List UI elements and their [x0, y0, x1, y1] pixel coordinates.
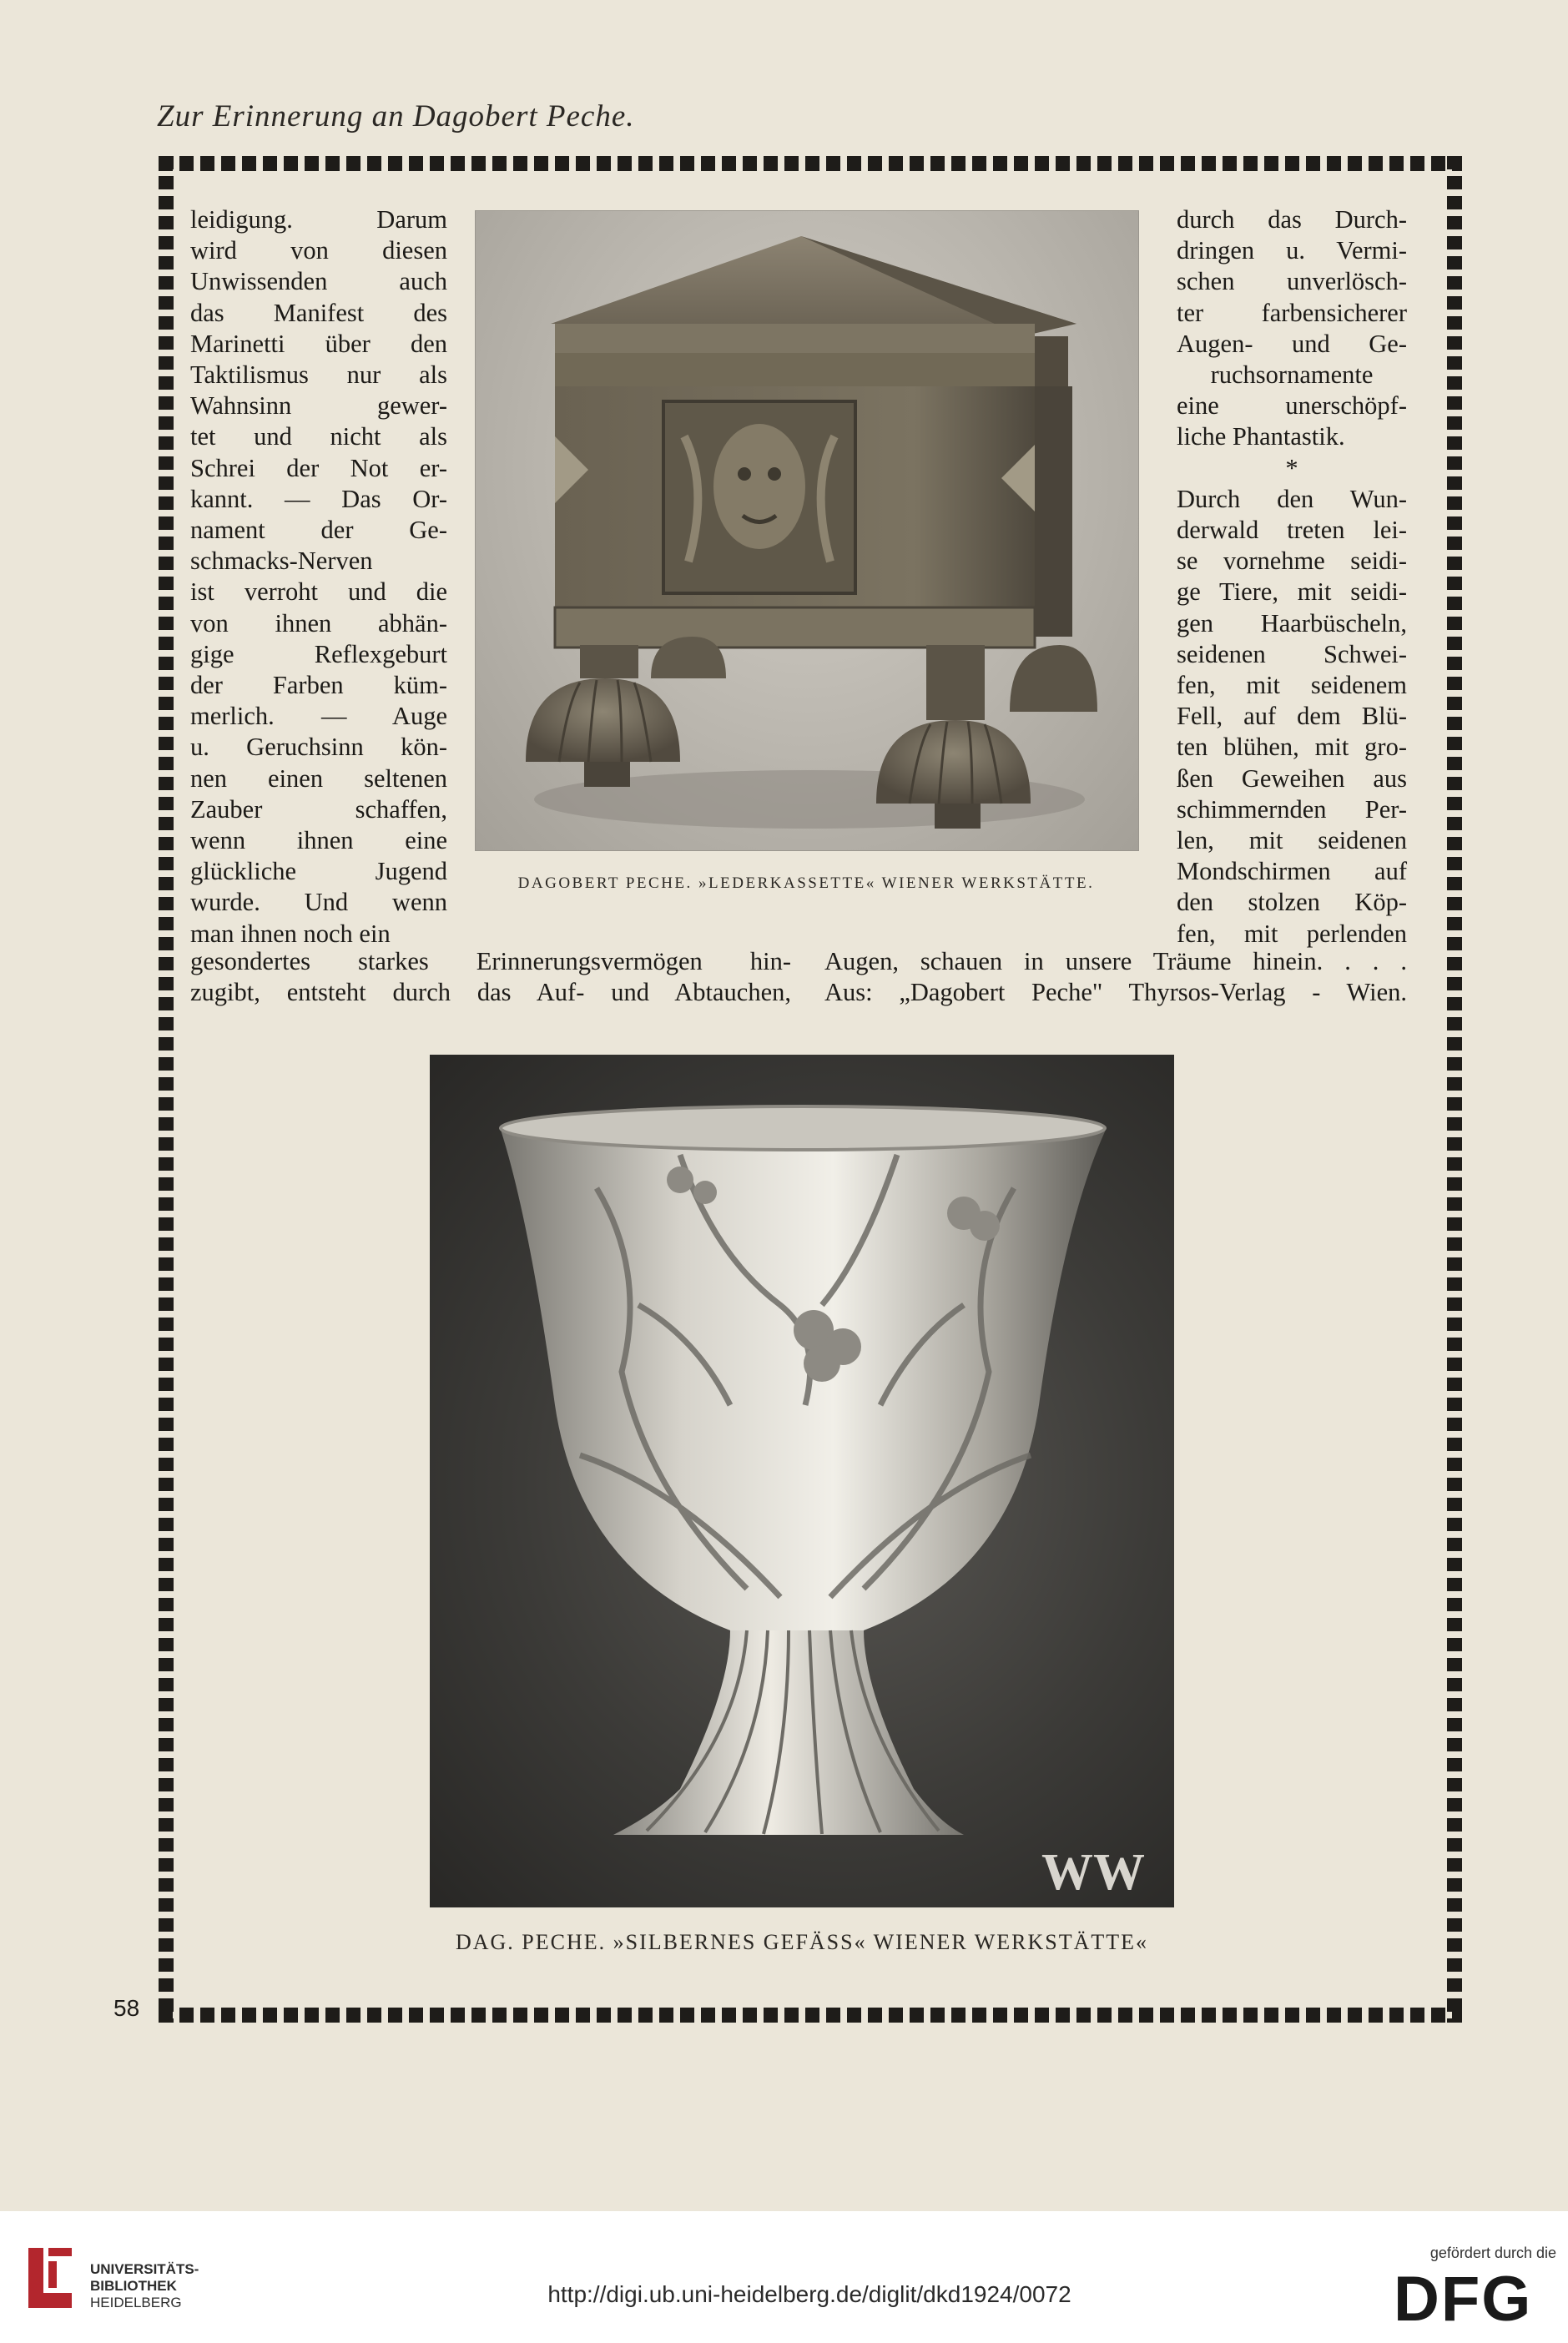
caption-silver-vessel: DAG. PECHE. »SILBERNES GEFÄSS« WIENER WERKSTÄTTE«: [455, 1930, 1149, 1954]
text-line: ge Tiere, mit seidi-: [1177, 577, 1407, 607]
silver-vessel-photo: [430, 1055, 1174, 1907]
text-line: Wahnsinn gewer-: [190, 391, 447, 421]
library-line: BIBLIOTHEK: [90, 2278, 177, 2294]
text-line: Mondschirmen auf: [1177, 857, 1407, 886]
vessel-illustration: [430, 1055, 1174, 1907]
ornamental-border-bottom: [159, 2008, 1462, 2023]
text-line: Durch den Wun-: [1177, 484, 1407, 513]
casket-illustration: [476, 211, 1138, 850]
text-line: fen, mit perlenden: [1177, 919, 1407, 948]
bottom-left-text: [190, 946, 791, 1008]
text-line: durch das Durch-: [1177, 205, 1407, 234]
running-head: Zur Erinnerung an Dagobert Peche.: [157, 99, 635, 134]
text-line: nen einen seltenen: [190, 763, 447, 793]
library-line: HEIDELBERG: [90, 2295, 182, 2310]
text-line: schimmernden Per-: [1177, 794, 1407, 824]
ornamental-border-top: [159, 156, 1462, 171]
library-line: UNIVERSITÄTS-: [90, 2261, 199, 2277]
digitization-footer: [0, 2211, 1568, 2343]
text-line: seidenen Schwei-: [1177, 639, 1407, 668]
text-line: von ihnen abhän-: [190, 608, 447, 637]
section-asterisk: *: [1285, 453, 1298, 482]
text-line: len, mit seidenen: [1177, 826, 1407, 855]
text-line: wurde. Und wenn: [190, 888, 447, 917]
caption-leather-casket: DAGOBERT PECHE. »LEDERKASSETTE« WIENER WERKSTÄTTE.: [517, 874, 1095, 892]
permalink-url[interactable]: http://digi.ub.uni-heidelberg.de/diglit/dkd1924/0072: [547, 2281, 1071, 2307]
text-line: den stolzen Köp-: [1177, 888, 1407, 917]
text-line: derwald treten lei-: [1177, 516, 1407, 545]
text-line: gen Haarbüscheln,: [1177, 608, 1407, 637]
text-line: nament der Ge-: [190, 516, 447, 545]
text-line: man ihnen noch ein: [190, 919, 391, 948]
ornamental-border-left: [159, 156, 174, 2023]
text-line: Augen, schauen in unsere Träume hinein. . . .: [824, 947, 1407, 975]
dfg-logo[interactable]: DFG: [1394, 2264, 1533, 2335]
text-line: u. Geruchsinn kön-: [190, 733, 447, 762]
bottom-right-text: [824, 946, 1407, 1008]
leather-casket-photo: [475, 210, 1139, 851]
text-line: Augen- und Ge-: [1177, 329, 1407, 358]
text-line: schen unverlösch-: [1177, 267, 1407, 296]
text-line: ruchsornamente: [1210, 360, 1374, 390]
text-line: wenn ihnen eine: [190, 826, 447, 855]
left-text-column: [190, 204, 447, 950]
text-line: Schrei der Not er-: [190, 453, 447, 482]
text-line: das Manifest des: [190, 298, 447, 327]
text-line: se vornehme seidi-: [1177, 547, 1407, 576]
text-line: merlich. — Auge: [190, 702, 447, 731]
funding-note: gefördert durch die: [1429, 2245, 1556, 2261]
text-line: Fell, auf dem Blü-: [1177, 702, 1407, 731]
text-line: ßen Geweihen aus: [1177, 763, 1407, 793]
page-number: 58: [113, 1995, 140, 2021]
text-line: kannt. — Das Or-: [190, 484, 447, 513]
text-line: gige Reflexgeburt: [190, 639, 447, 668]
text-line: leidigung. Darum: [190, 205, 447, 234]
text-line: Zauber schaffen,: [190, 794, 447, 824]
ww-monogram: [1041, 1844, 1145, 1901]
text-line: fen, mit seidenem: [1177, 671, 1407, 700]
text-line: Unwissenden auch: [190, 267, 447, 296]
text-line: der Farben küm-: [190, 671, 447, 700]
text-line: dringen u. Vermi-: [1177, 236, 1407, 265]
text-line: liche Phantastik.: [1177, 422, 1345, 451]
ub-heidelberg-logo-icon[interactable]: [25, 2245, 75, 2311]
library-name[interactable]: [90, 2261, 199, 2311]
monogram-text: WW: [1041, 1844, 1145, 1901]
text-line: schmacks-Nerven: [190, 547, 373, 576]
text-line: Marinetti über den: [190, 329, 447, 358]
text-line: wird von diesen: [190, 236, 447, 265]
text-line: ist verroht und die: [190, 577, 447, 607]
text-line: eine unerschöpf-: [1177, 391, 1407, 421]
text-line: tet und nicht als: [190, 422, 447, 451]
text-line: ten blühen, mit gro-: [1177, 733, 1407, 762]
text-line: Taktilismus nur als: [190, 360, 447, 390]
text-line: zugibt, entsteht durch das Auf- und Abtauchen,: [190, 978, 791, 1007]
text-line: gesondertes starkes Erinnerungsvermögen hin-: [190, 947, 791, 975]
text-line: Aus: „Dagobert Peche" Thyrsos-Verlag - Wien.: [824, 978, 1407, 1007]
text-line: ter farbensicherer: [1177, 298, 1407, 327]
ornamental-border-right: [1447, 156, 1462, 2023]
text-line: glückliche Jugend: [190, 857, 447, 886]
right-text-column: [1177, 204, 1407, 950]
